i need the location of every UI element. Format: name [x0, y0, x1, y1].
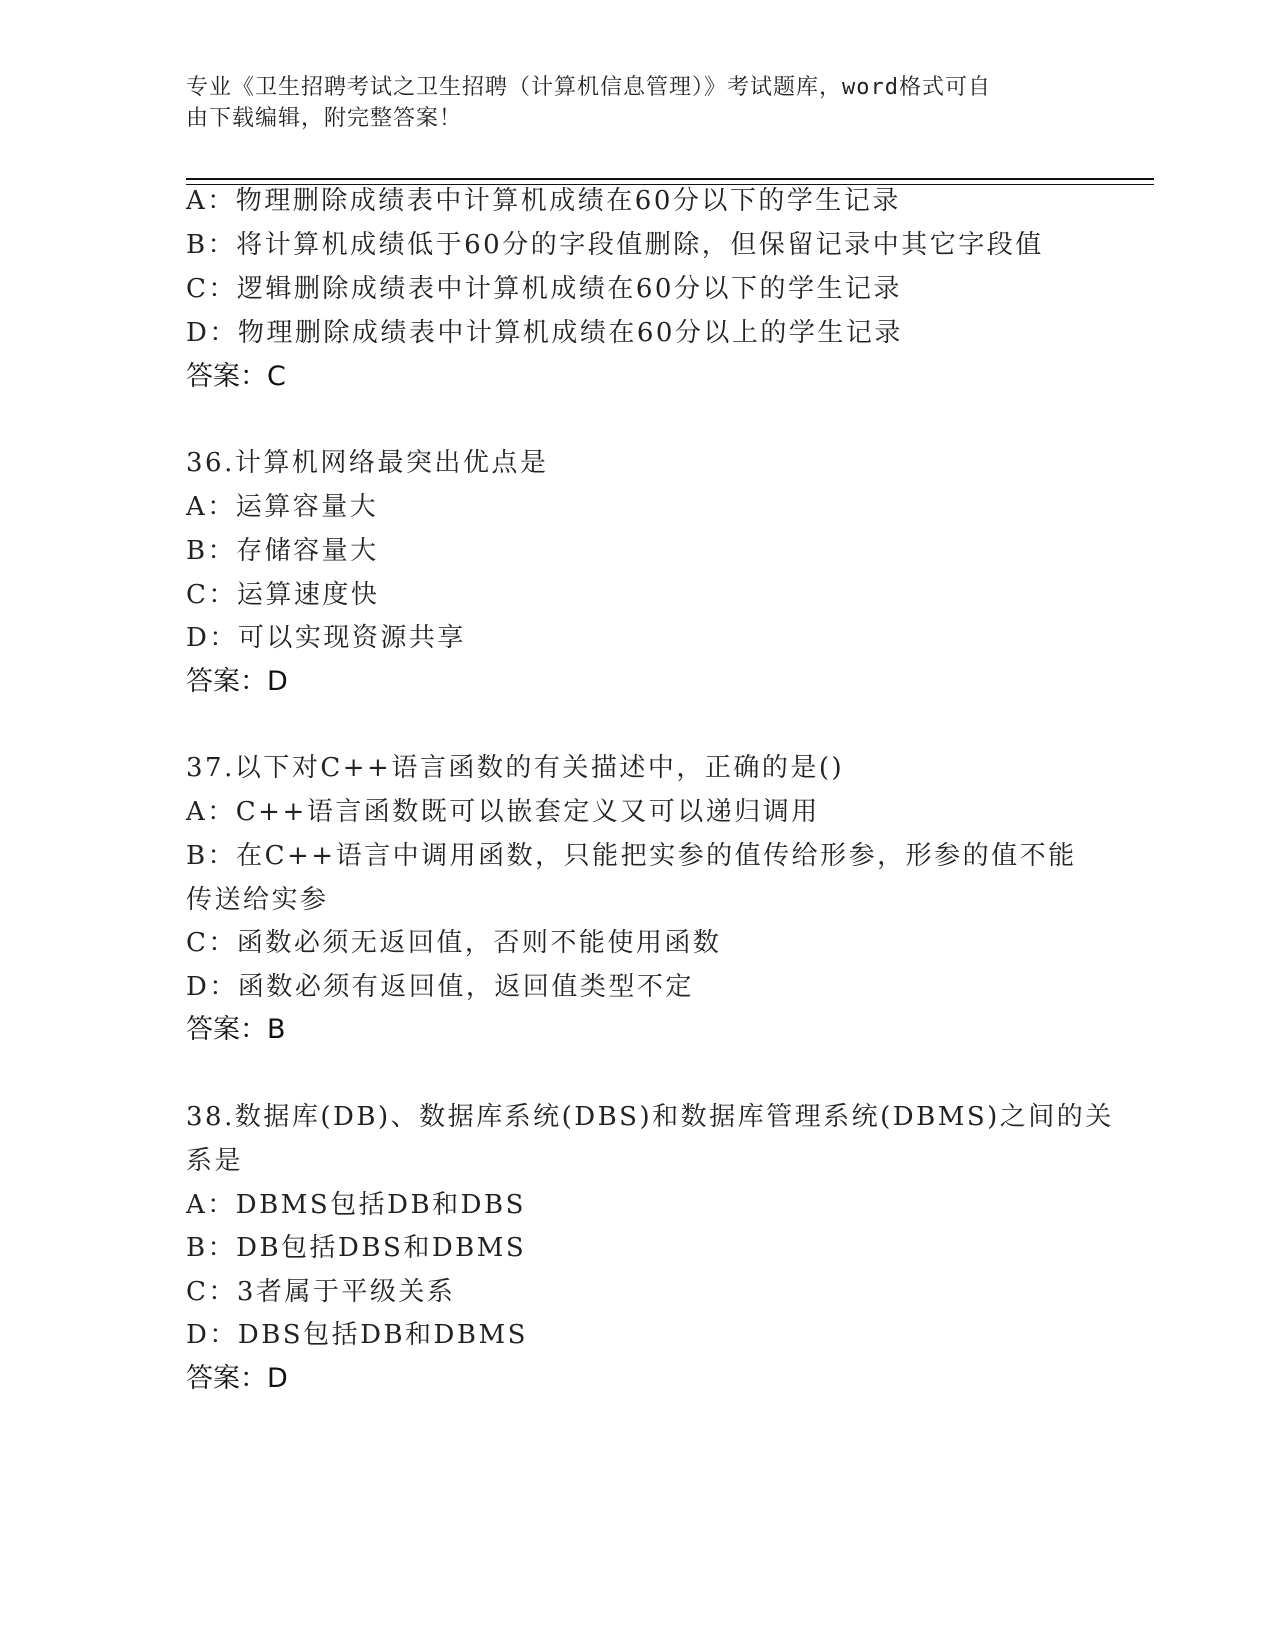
- q37-option-a: A：C++语言函数既可以嵌套定义又可以递归调用: [186, 797, 820, 827]
- q37-stem: 37.以下对C++语言函数的有关描述中，正确的是(): [186, 753, 845, 783]
- q38-option-d: D：DBS包括DB和DBMS: [186, 1320, 528, 1350]
- q36-option-d: D：可以实现资源共享: [186, 623, 466, 653]
- q36-option-a: A：运算容量大: [186, 492, 379, 522]
- q36-answer: 答案：D: [186, 666, 288, 697]
- q37-option-b-continued: 传送给实参: [186, 885, 329, 915]
- q35-answer: 答案：C: [186, 361, 286, 392]
- header-line-2: 由下载编辑，附完整答案！: [186, 106, 463, 131]
- q36-option-b: B：存储容量大: [186, 536, 379, 566]
- header-line-1: 专业《卫生招聘考试之卫生招聘（计算机信息管理）》考试题库，word格式可自: [186, 75, 991, 100]
- q35-option-b: B：将计算机成绩低于60分的字段值删除，但保留记录中其它字段值: [186, 230, 1044, 260]
- q38-option-c: C：3者属于平级关系: [186, 1277, 456, 1307]
- q37-answer: 答案：B: [186, 1014, 286, 1045]
- q36-stem: 36.计算机网络最突出优点是: [186, 448, 549, 478]
- q37-option-c: C：函数必须无返回值，否则不能使用函数: [186, 928, 722, 958]
- q37-option-d: D：函数必须有返回值，返回值类型不定: [186, 972, 694, 1002]
- q38-stem-continued: 系是: [186, 1146, 244, 1176]
- q38-answer: 答案：D: [186, 1363, 288, 1394]
- q36-option-c: C：运算速度快: [186, 580, 380, 610]
- q38-option-a: A：DBMS包括DB和DBS: [186, 1190, 526, 1220]
- q37-option-b: B：在C++语言中调用函数，只能把实参的值传给形参，形参的值不能: [186, 841, 1077, 871]
- document-header: [186, 72, 1066, 134]
- q38-stem: 38.数据库(DB)、数据库系统(DBS)和数据库管理系统(DBMS)之间的关: [186, 1102, 1114, 1132]
- q38-option-b: B：DB包括DBS和DBMS: [186, 1233, 527, 1263]
- header-divider-thick: [186, 178, 1154, 180]
- q35-option-c: C：逻辑删除成绩表中计算机成绩在60分以下的学生记录: [186, 274, 902, 304]
- q35-option-a: A：物理删除成绩表中计算机成绩在60分以下的学生记录: [186, 186, 901, 216]
- q35-option-d: D：物理删除成绩表中计算机成绩在60分以上的学生记录: [186, 318, 903, 348]
